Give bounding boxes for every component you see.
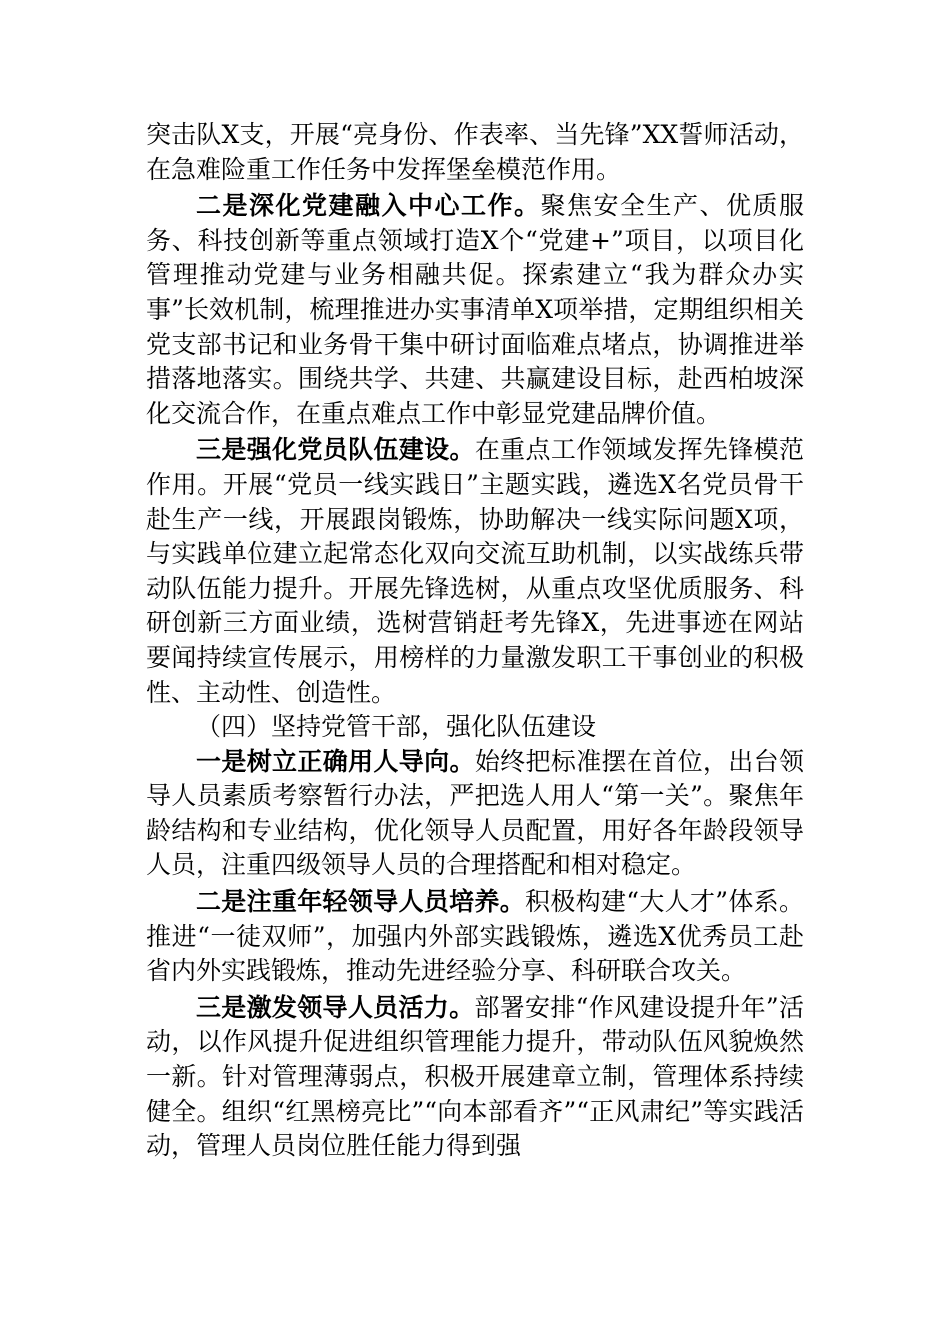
paragraph-employment-orientation [146, 745, 804, 883]
paragraph-lead: 一是树立正确用人导向。 [196, 746, 475, 776]
section-heading-text: （四）坚持党管干部，强化队伍建设 [196, 712, 597, 742]
paragraph-leader-vitality [146, 991, 804, 1164]
paragraph-party-building-integration [146, 189, 804, 431]
paragraph-text: 在重点工作领域发挥先锋模范作用。开展“党员一线实践日”主题实践，遴选X名党员骨干赴生产一线，开展跟岗锻炼，协助解决一线实际问题X项，与实践单位建立起常态化双向交流互助机制，以实战练兵带动队伍能力提升。开展先锋选树，从重点攻坚优质服务、科研创新三方面业绩，选树营销赶考先锋X，先进事迹在网站要闻持续宣传展示，用榜样的力量激发职工干事创业的积极性、主动性、创造性。 [146, 435, 804, 707]
paragraph-lead: 三是激发领导人员活力。 [196, 992, 475, 1022]
paragraph-continuation [146, 118, 804, 187]
paragraph-lead: 二是注重年轻领导人员培养。 [196, 887, 526, 917]
paragraph-text: 积极构建“大人才”体系。推进“一徒双师”，加强内外部实践锻炼，遴选X优秀员工赴省内外实践锻炼，推动先进经验分享、科研联合攻关。 [146, 887, 804, 986]
paragraph-young-leaders [146, 885, 804, 989]
paragraph-text: 聚焦安全生产、优质服务、科技创新等重点领域打造X个“党建+”项目，以项目化管理推动党建与业务相融共促。探索建立“我为群众办实事”长效机制，梳理推进办实事清单X项举措，定期组织相关党支部书记和业务骨干集中研讨面临难点堵点，协调推进举措落地落实。围绕共学、共建、共赢建设目标，赴西柏坡深化交流合作，在重点难点工作中彰显党建品牌价值。 [146, 191, 804, 428]
paragraph-lead: 三是强化党员队伍建设。 [196, 435, 475, 465]
paragraph-text: 突击队X支，开展“亮身份、作表率、当先锋”XX誓师活动，在急难险重工作任务中发挥堡垒模范作用。 [146, 120, 804, 184]
paragraph-text: 部署安排“作风建设提升年”活动，以作风提升促进组织管理能力提升，带动队伍风貌焕然一新。针对管理薄弱点，积极开展建章立制，管理体系持续健全。组织“红黑榜亮比”“向本部看齐”“正风肃纪”等实践活动，管理人员岗位胜任能力得到强 [146, 992, 804, 1161]
section-heading [146, 710, 804, 745]
paragraph-text: 始终把标准摆在首位，出台领导人员素质考察暂行办法，严把选人用人“第一关”。聚焦年龄结构和专业结构，优化领导人员配置，用好各年龄段领导人员，注重四级领导人员的合理搭配和相对稳定。 [146, 746, 804, 880]
paragraph-lead: 二是深化党建融入中心工作。 [196, 191, 541, 221]
paragraph-party-member-team [146, 433, 804, 710]
document-body [146, 118, 804, 1164]
